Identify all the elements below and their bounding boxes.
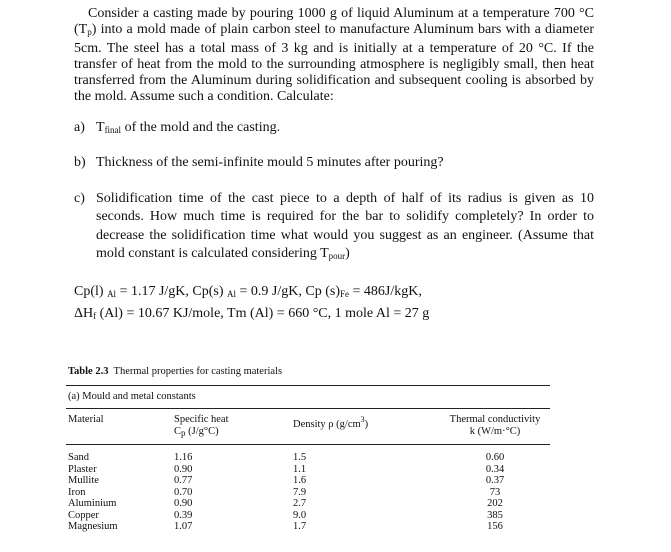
- table-cell: 7.9: [293, 486, 307, 498]
- table-cell: Iron: [68, 486, 86, 498]
- table-cell: 0.70: [174, 486, 193, 498]
- table-cell: 0.90: [174, 498, 193, 509]
- table-cell: Magnesium: [68, 521, 118, 532]
- table-cell: 9.0: [293, 509, 307, 521]
- question-text: Thickness of the semi-infinite mould 5 minutes after pouring?: [96, 155, 444, 170]
- table-cell: 0.77: [174, 475, 193, 486]
- problem-statement: Consider a casting made by pouring 1000 g of liquid Aluminum at a temperature 700 °C $(T_p)$ into a mold made of plain carbon steel to manufacture Aluminum bars with a diameter 5cm. The steel has a total mass of 3 kg and is initially at a temperature of 20 °C. If the transfer of heat from the mold to the surrounding atmosphere is negligibly small, then heat transferred from the Aluminum during solidification and subsequent cooling is absorbed by the mold. Assume such a condition. Calculate:: [74, 6, 594, 105]
- table-cell: Mullite: [68, 475, 99, 486]
- table-cell: 1.5: [293, 452, 307, 463]
- subtitle-rule: [66, 408, 550, 409]
- table-subtitle: (a) Mould and metal constants: [68, 391, 196, 402]
- header-density: [293, 414, 368, 431]
- header-specific-heat-label: Specific heat: [174, 414, 229, 425]
- header-density-label: Density ρ $(g/cm^3)$: [293, 415, 369, 430]
- table-cell: 1.16: [174, 452, 193, 463]
- table-cell: Plaster: [68, 463, 97, 475]
- question-text: $T_{final}$ of the mold and the casting.: [96, 120, 281, 135]
- question-a: [74, 119, 594, 139]
- table-cell: 0.37: [485, 475, 505, 486]
- header-rule: [66, 444, 550, 445]
- header-conductivity-unit: k (W/m·°C): [469, 425, 521, 437]
- header-material-label: Material: [68, 414, 104, 425]
- table-cell: 1.6: [293, 475, 307, 486]
- question-label: c): [74, 191, 85, 206]
- table-cell: 1.07: [174, 521, 193, 532]
- table-cell: 73: [489, 486, 501, 498]
- header-conductivity-label: Thermal conductivity: [449, 414, 541, 425]
- question-label: b): [74, 155, 86, 170]
- specific-heat-column: [174, 452, 192, 533]
- header-material: [68, 414, 104, 426]
- table-cell: Aluminium: [68, 498, 117, 509]
- table-cell: Sand: [68, 452, 89, 463]
- table-caption: [68, 366, 282, 378]
- table-cell: 385: [487, 509, 503, 521]
- table-cell: 0.34: [485, 463, 505, 475]
- table-title: Thermal properties for casting materials: [113, 366, 283, 377]
- table-cell: 0.90: [174, 463, 193, 475]
- question-label: a): [74, 120, 85, 135]
- question-c: [74, 190, 594, 265]
- table-top-rule: [66, 385, 550, 386]
- table-number: Table 2.3: [68, 366, 109, 377]
- given-properties: [74, 282, 429, 326]
- table-cell: 2.7: [293, 498, 307, 509]
- property-line-1: Cp(l) $_{Al}$ = 1.17 J/gK, Cp(s) $_{Al}$ = 0.9 J/gK, Cp $(s)_{Fe} = 486J/kgK$,: [74, 284, 422, 299]
- table-cell: 156: [487, 521, 503, 532]
- table-cell: 1.7: [293, 521, 307, 532]
- question-text: Solidification time of the cast piece to a depth of half of its radius is given as 10 seconds. How much time is required for the bar to solidify completely? In order to decrease the solidification time what would you suggest as an engineer. (Assume that mold constant is calculated considering $T_{pour}$): [96, 191, 594, 261]
- table-cell: Copper: [68, 509, 99, 521]
- header-conductivity: [443, 414, 547, 437]
- table-cell: 1.1: [293, 463, 307, 475]
- table-cell: 0.39: [174, 509, 193, 521]
- table-cell: 202: [487, 498, 503, 509]
- property-line-2: $\Delta H_f$ (Al) = 10.67 KJ/mole, Tm (Al) = 660 °C, 1 mole Al = 27 g: [74, 306, 430, 321]
- header-specific-heat-unit: $C_p$ (J/g°C): [174, 425, 219, 438]
- conductivity-column: [447, 452, 543, 533]
- question-b: [74, 154, 594, 172]
- material-column: [68, 452, 118, 533]
- density-column: [293, 452, 306, 533]
- header-specific-heat: [174, 414, 229, 439]
- table-cell: 0.60: [485, 452, 505, 463]
